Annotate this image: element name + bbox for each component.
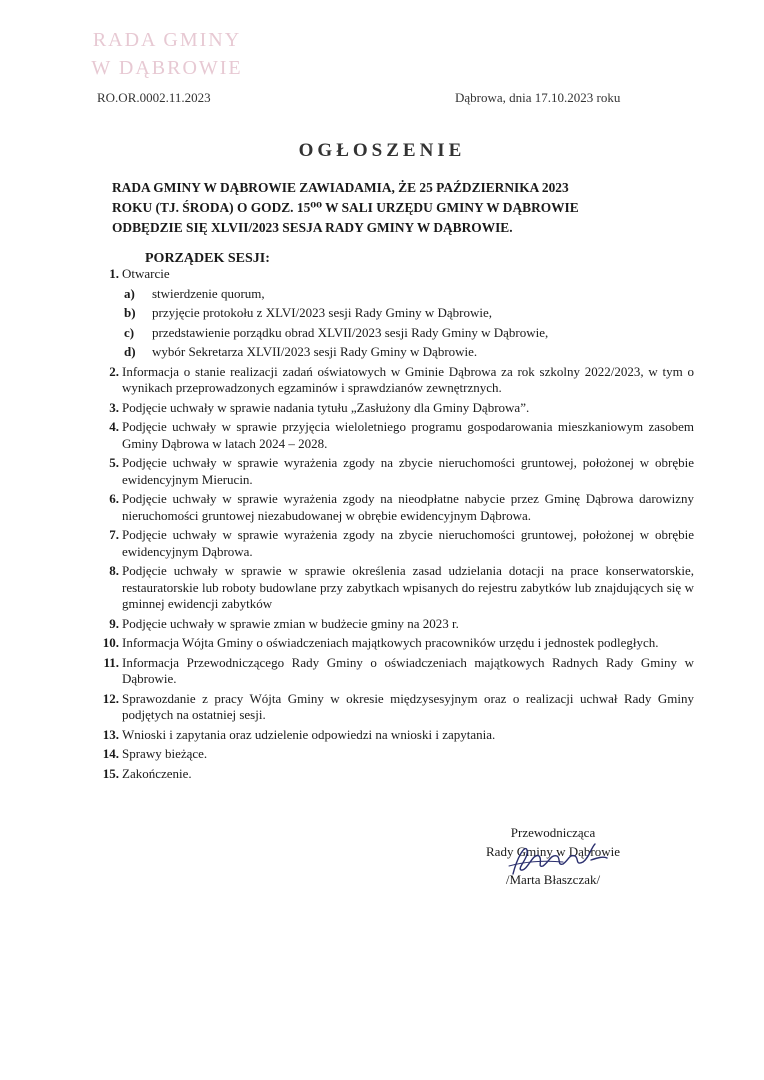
agenda-subitem — [100, 305, 694, 322]
agenda-subitem-text: przyjęcie protokołu z XLVI/2023 sesji Rady Gminy w Dąbrowie, — [152, 305, 492, 320]
agenda-subitem-text: stwierdzenie quorum, — [152, 285, 265, 301]
signature-role: Przewodnicząca — [510, 825, 596, 840]
agenda-item-number: 13. — [102, 726, 119, 742]
agenda-item-number: 9. — [109, 615, 119, 631]
agenda-item-text: Informacja Przewodniczącego Rady Gminy o oświadczeniach majątkowych Radnych Rady Gminy w Dąbrowie. — [122, 654, 694, 686]
agenda-item-number: 12. — [102, 690, 119, 706]
lead-line: RADA GMINY W DĄBROWIE ZAWIADAMIA, ŻE 25 PAŹDZIERNIKA 2023 — [112, 180, 569, 195]
agenda-item — [100, 691, 694, 724]
agenda-title: PORZĄDEK SESJI: — [145, 251, 270, 266]
agenda-subitem — [100, 325, 694, 342]
lead-line: ROKU (TJ. ŚRODA) O GODZ. 15⁰⁰ W SALI URZĘDU GMINY W DĄBROWIE — [112, 200, 579, 215]
agenda-subitem-letter: a) — [124, 285, 135, 301]
stamp-line-2: W DĄBROWIE — [91, 57, 243, 79]
agenda-item-text: Wnioski i zapytania oraz udzielenie odpowiedzi na wnioski i zapytania. — [122, 726, 496, 742]
agenda-item — [100, 491, 694, 524]
agenda-item — [100, 400, 694, 417]
agenda-item-text: Informacja Wójta Gminy o oświadczeniach majątkowych pracowników urzędu i jednostek podległych. — [122, 635, 659, 650]
agenda-item — [100, 266, 694, 283]
agenda-item-number: 8. — [109, 563, 119, 578]
agenda-subitem — [100, 286, 694, 303]
agenda-item-number: 3. — [109, 399, 119, 415]
agenda-item-text: Podjęcie uchwały w sprawie wyrażenia zgody na nieodpłatne nabycie przez Gminę Dąbrowa darowizny nieruchomości gruntowej niezabudowanej w obrębie ewidencyjnym Dąbrowa. — [122, 491, 694, 523]
agenda-item-text: Zakończenie. — [122, 765, 192, 781]
agenda-item-text: Podjęcie uchwały w sprawie zmian w budżecie gminy na 2023 r. — [122, 615, 459, 631]
agenda-item — [100, 455, 694, 488]
agenda-item-text: Informacja o stanie realizacji zadań oświatowych w Gminie Dąbrowa za rok szkolny 2022/2023, w tym o wynikach przeprowadzonych egzaminów i sprawdzianów zewnętrznych. — [122, 363, 694, 395]
agenda-item-number: 6. — [109, 491, 119, 506]
lead-line: ODBĘDZIE SIĘ XLVII/2023 SESJA RADY GMINY W DĄBROWIE. — [112, 220, 513, 235]
agenda-item-text: Podjęcie uchwały w sprawie w sprawie określenia zasad udzielania dotacji na prace konserwatorskie, restauratorskie lub roboty budowlane przy zabytkach wpisanych do rejestru zabytków lub znajdujących się w gminnej ewidencji zabytków — [122, 563, 694, 611]
agenda-item — [100, 746, 694, 763]
agenda-item — [100, 527, 694, 560]
document-date: Dąbrowa, dnia 17.10.2023 roku — [455, 90, 621, 105]
agenda-list — [100, 266, 694, 782]
agenda-item-number: 15. — [102, 765, 119, 781]
agenda-subitem — [100, 344, 694, 361]
agenda-item-number: 10. — [102, 635, 119, 650]
signature-body: Rady Gminy w Dąbrowie — [486, 844, 620, 859]
signature-name: /Marta Błaszczak/ — [505, 872, 601, 887]
agenda-item-number: 5. — [109, 455, 119, 470]
agenda-item — [100, 616, 694, 633]
agenda-item-text: Sprawy bieżące. — [122, 746, 208, 761]
agenda-item-text: Podjęcie uchwały w sprawie nadania tytułu „Zasłużony dla Gminy Dąbrowa”. — [122, 399, 530, 415]
agenda-item-text: Podjęcie uchwały w sprawie wyrażenia zgody na zbycie nieruchomości gruntowej, położonej w obrębie ewidencyjnym Dąbrowa. — [122, 527, 694, 559]
agenda-item — [100, 766, 694, 783]
agenda-subitem-letter: b) — [124, 305, 136, 320]
agenda-item — [100, 419, 694, 452]
document-reference: RO.OR.0002.11.2023 — [97, 90, 211, 105]
agenda-item — [100, 727, 694, 744]
handwritten-signature — [503, 838, 613, 880]
agenda-item-number: 14. — [102, 746, 119, 761]
agenda-item — [100, 655, 694, 688]
agenda-subitem-text: przedstawienie porządku obrad XLVII/2023 sesji Rady Gminy w Dąbrowie, — [152, 324, 549, 340]
agenda-subitem-letter: c) — [124, 324, 135, 340]
stamp-line-1: RADA GMINY — [92, 29, 242, 51]
council-stamp — [82, 26, 252, 82]
agenda-item — [100, 635, 694, 652]
agenda-item-text: Otwarcie — [122, 266, 170, 281]
agenda-item-text: Sprawozdanie z pracy Wójta Gminy w okresie międzysesyjnym oraz o realizacji uchwał Rady Gminy podjętych na ostatniej sesji. — [122, 690, 694, 722]
agenda-item-number: 2. — [109, 363, 119, 379]
agenda-item — [100, 364, 694, 397]
agenda-item-number: 4. — [109, 419, 119, 434]
agenda-item-number: 7. — [109, 527, 119, 542]
agenda-subitem-text: wybór Sekretarza XLVII/2023 sesji Rady Gminy w Dąbrowie. — [152, 344, 478, 359]
document-title: OGŁOSZENIE — [298, 140, 466, 161]
agenda-item — [100, 563, 694, 613]
agenda-item-number: 11. — [103, 654, 119, 670]
agenda-item-text: Podjęcie uchwały w sprawie wyrażenia zgody na zbycie nieruchomości gruntowej, położonej w obrębie ewidencyjnym Mierucin. — [122, 455, 694, 487]
announcement-lead — [112, 178, 678, 238]
agenda-item-number: 1. — [109, 266, 119, 281]
agenda-subitem-letter: d) — [124, 344, 136, 359]
agenda-item-text: Podjęcie uchwały w sprawie przyjęcia wieloletniego programu gospodarowania mieszkaniowym zasobem Gminy Dąbrowa w latach 2024 – 2028. — [122, 419, 694, 451]
